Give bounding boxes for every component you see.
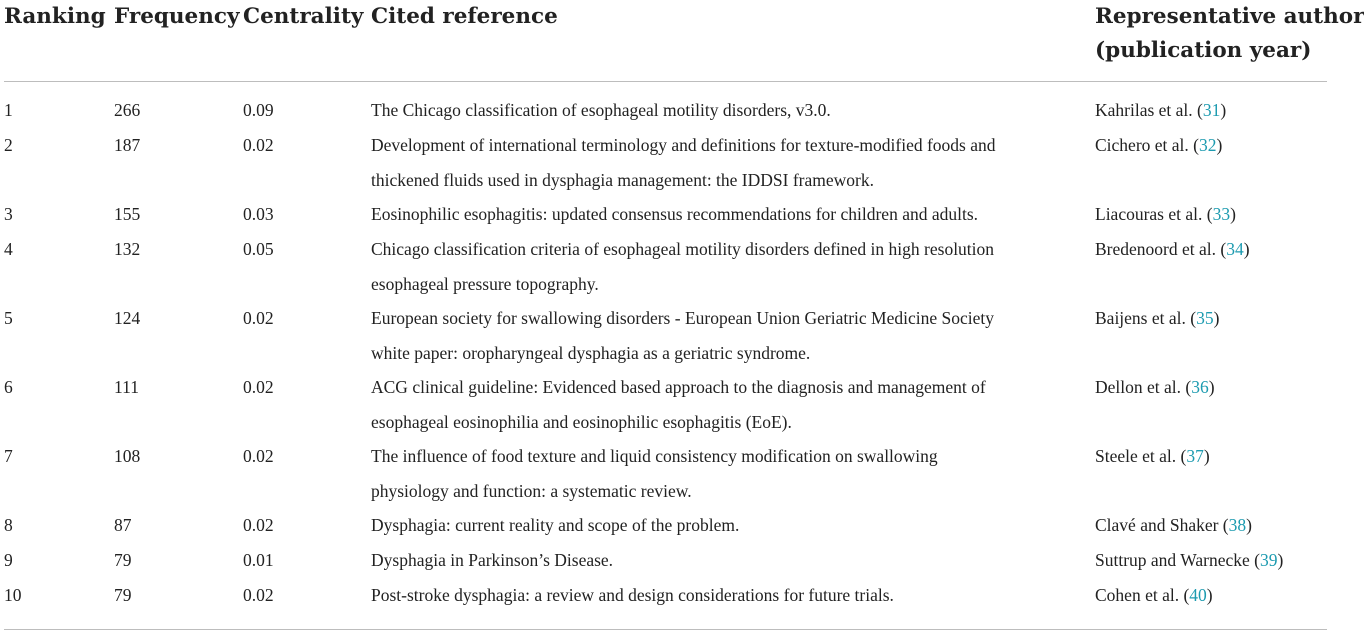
header-author-line1: Representative author	[1095, 4, 1364, 29]
header-author	[1095, 0, 1364, 68]
reference-link[interactable]: 40	[1189, 585, 1207, 605]
cell-author	[1095, 543, 1283, 578]
cell-author	[1095, 232, 1250, 267]
reference-link[interactable]: 39	[1259, 550, 1278, 570]
cell-author	[1095, 301, 1219, 336]
reference-link[interactable]: 38	[1228, 515, 1247, 535]
header-ranking: Ranking	[4, 4, 106, 29]
author-close-paren: )	[1277, 550, 1284, 570]
cell-frequency: 79	[114, 550, 132, 570]
reference-link[interactable]: 37	[1186, 446, 1204, 466]
author-name: Baijens et al. (	[1095, 308, 1197, 328]
author-close-paren: )	[1216, 135, 1223, 155]
cell-frequency: 124	[114, 308, 141, 328]
author-name: Clavé and Shaker (	[1095, 515, 1229, 535]
cell-reference-line: The influence of food texture and liquid consistency modification on swallowing	[371, 446, 938, 466]
reference-link[interactable]: 33	[1212, 204, 1231, 224]
author-close-paren: )	[1206, 585, 1213, 605]
cell-ranking: 3	[4, 204, 13, 224]
cell-centrality: 0.09	[243, 100, 274, 120]
cell-frequency: 132	[114, 239, 141, 259]
cell-reference-line: ACG clinical guideline: Evidenced based approach to the diagnosis and management of	[371, 377, 986, 397]
cell-reference-line: Chicago classification criteria of esophageal motility disorders defined in high resolution	[371, 239, 995, 259]
cell-frequency: 266	[114, 100, 141, 120]
cell-reference-line: white paper: oropharyngeal dysphagia as a geriatric syndrome.	[371, 342, 811, 363]
cell-reference-line: European society for swallowing disorders - European Union Geriatric Medicine Society	[371, 308, 995, 328]
cell-centrality: 0.02	[243, 377, 274, 397]
header-cited-reference: Cited reference	[371, 4, 558, 29]
author-close-paren: )	[1203, 446, 1210, 466]
author-name: Suttrup and Warnecke (	[1095, 550, 1260, 570]
cell-frequency: 79	[114, 585, 132, 605]
author-close-paren: )	[1243, 239, 1250, 259]
cell-centrality: 0.01	[243, 550, 274, 570]
author-name: Bredenoord et al. (	[1095, 239, 1227, 259]
cell-reference-line: Dysphagia in Parkinson’s Disease.	[371, 550, 614, 570]
cell-centrality: 0.02	[243, 446, 274, 466]
cell-reference-line: Development of international terminology and definitions for texture-modified foods and	[371, 135, 996, 155]
author-name: Steele et al. (	[1095, 446, 1187, 466]
reference-link[interactable]: 31	[1202, 100, 1221, 120]
cell-reference-line: Eosinophilic esophagitis: updated consensus recommendations for children and adults.	[371, 204, 979, 224]
author-name: Cohen et al. (	[1095, 585, 1190, 605]
reference-link[interactable]: 32	[1198, 135, 1217, 155]
cell-ranking: 1	[4, 100, 13, 120]
cell-centrality: 0.02	[243, 135, 274, 155]
author-name: Cichero et al. (	[1095, 135, 1199, 155]
cell-centrality: 0.05	[243, 239, 274, 259]
cell-ranking: 4	[4, 239, 13, 259]
cell-ranking: 7	[4, 446, 13, 466]
header-rule	[4, 81, 1327, 82]
cell-centrality: 0.02	[243, 585, 274, 605]
cell-reference-line: esophageal eosinophilia and eosinophilic esophagitis (EoE).	[371, 411, 792, 432]
author-close-paren: )	[1230, 204, 1236, 224]
cell-author	[1095, 508, 1252, 543]
cell-author	[1095, 578, 1213, 613]
cell-frequency: 187	[114, 135, 141, 155]
author-close-paren: )	[1220, 100, 1227, 120]
cell-centrality: 0.03	[243, 204, 274, 224]
cell-frequency: 111	[114, 377, 139, 397]
cell-reference-line: thickened fluids used in dysphagia management: the IDDSI framework.	[371, 169, 874, 190]
reference-link[interactable]: 34	[1226, 239, 1244, 259]
cell-reference-line: physiology and function: a systematic review.	[371, 480, 692, 501]
author-close-paren: )	[1208, 377, 1215, 397]
cell-author	[1095, 128, 1222, 163]
cell-reference-line: The Chicago classification of esophageal motility disorders, v3.0.	[371, 100, 831, 120]
cell-ranking: 8	[4, 515, 13, 535]
header-author-line2: (publication year)	[1095, 38, 1312, 63]
cell-ranking: 10	[4, 585, 22, 605]
author-close-paren: )	[1213, 308, 1220, 328]
cell-frequency: 108	[114, 446, 141, 466]
reference-link[interactable]: 35	[1196, 308, 1214, 328]
cell-centrality: 0.02	[243, 308, 274, 328]
cell-reference-line: Post-stroke dysphagia: a review and design considerations for future trials.	[371, 585, 894, 605]
cell-ranking: 5	[4, 308, 13, 328]
cell-frequency: 155	[114, 204, 141, 224]
header-centrality: Centrality	[243, 4, 364, 29]
cell-ranking: 6	[4, 377, 13, 397]
header-frequency: Frequency	[114, 4, 240, 29]
cell-centrality: 0.02	[243, 515, 274, 535]
bottom-rule	[4, 629, 1327, 630]
cell-ranking: 2	[4, 135, 13, 155]
cell-reference-line: esophageal pressure topography.	[371, 273, 599, 294]
cell-frequency: 87	[114, 515, 132, 535]
author-close-paren: )	[1246, 515, 1252, 535]
cell-author	[1095, 439, 1210, 474]
author-name: Dellon et al. (	[1095, 377, 1192, 397]
cell-author	[1095, 370, 1215, 405]
cell-ranking: 9	[4, 550, 13, 570]
reference-link[interactable]: 36	[1191, 377, 1209, 397]
cell-reference-line: Dysphagia: current reality and scope of the problem.	[371, 515, 740, 535]
author-name: Liacouras et al. (	[1095, 204, 1213, 224]
author-name: Kahrilas et al. (	[1095, 100, 1203, 120]
cell-author	[1095, 93, 1226, 128]
cell-author	[1095, 197, 1236, 232]
